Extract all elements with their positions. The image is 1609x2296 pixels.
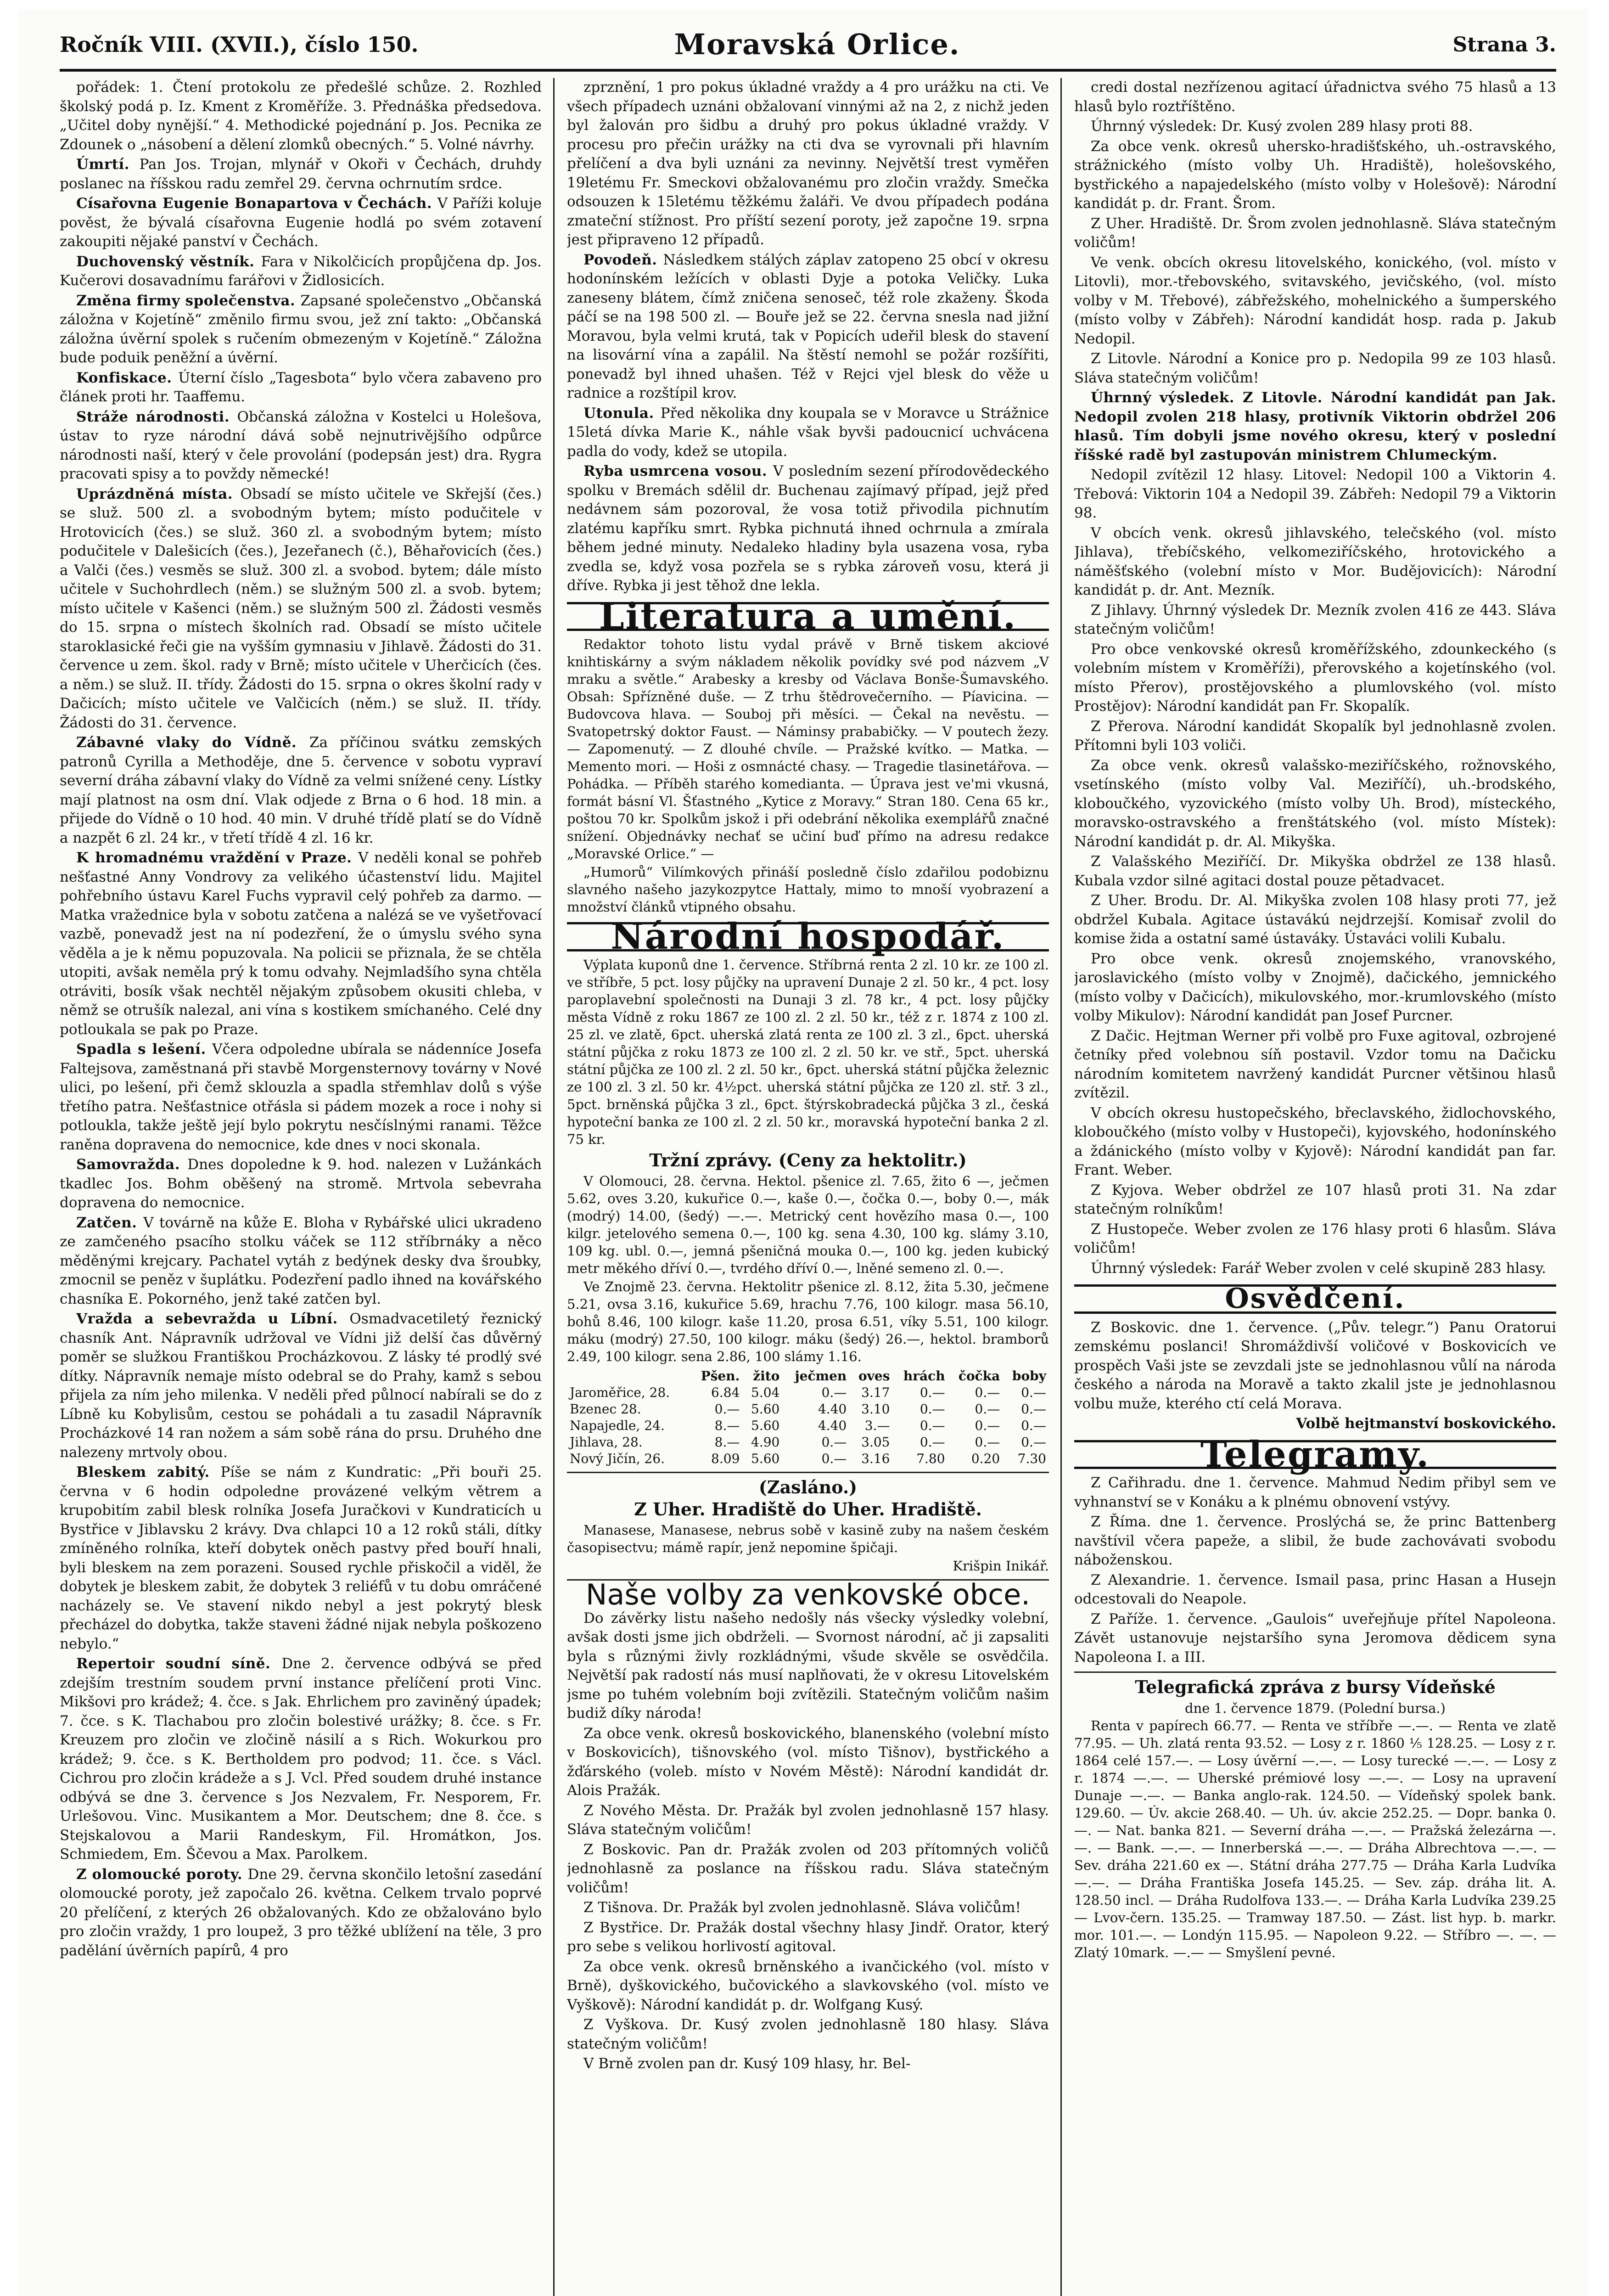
news-item [567, 78, 1049, 250]
masthead-title: Moravská Orlice. [674, 28, 960, 61]
news-headline: Zatčen. [76, 1214, 144, 1231]
news-headline: Repertoir soudní síně. [76, 1655, 282, 1672]
news-body: Občanská záložna v Kostelci u Holešova, ústav to ryze národní dává sobě nejnutrivějšího odpůrce národnosti naší, který v čele provolání (podepsán jest) dra. Rygra pracovati spisy a to povždy německé! [60, 408, 542, 482]
telegrams-heading: Telegramy. [1074, 1440, 1556, 1469]
literature-heading: Literatura a umění. [567, 602, 1049, 631]
divider [567, 1472, 1049, 1473]
market-column-header [567, 1368, 690, 1384]
table-cell: 4.90 [751, 1435, 780, 1450]
market-column-header: čočka [958, 1368, 1000, 1384]
table-row [567, 1384, 1049, 1401]
news-headline: Změna firmy společenstva. [76, 292, 301, 309]
elections-result-4: Z Bystřice. Dr. Pražák dostal všechny hlasy Jindř. Orator, který pro sebe s velikou horlivostí agitoval. [567, 1919, 1049, 1955]
table-cell: 0.— [919, 1435, 945, 1450]
telegram-3: Z Alexandrie. 1. července. Ismail pasa, princ Hasan a Husejn odcestovali do Neapole. [1074, 1571, 1556, 1607]
elections-district-2: Za obce venk. okresů brněnského a ivančického (vol. místo v Brně), dyškovického, bučovického a slavkovského (vol. místo ve Vyškově): Národní kandidát p. dr. Wolfgang Kusý. [567, 1958, 1049, 2013]
table-cell: Nový Jičín, 26. [570, 1451, 665, 1466]
news-headline: Úmrtí. [76, 156, 140, 173]
news-body: V neděli konal se pohřeb nešťastné Anny Vondrovy za velikého účastenství lidu. Majitel pohřebního ústavu Karel Fuchs vypravil celý pohřeb za darmo. — Matka vražednice byla v sobotu zatčena a nalézá se ve vyšetřovací vazbě, ponevadž jest na ní podezření, že o úmyslu svého syna věděla a je k němu popuzovala. Na policii se přiznala, že se chtěla utopiti, avšak neměla prý k tomu odvahy. Nejmladšího syna chtěla otráviti, bosík však nechtěl nějakým způsobem okusiti chleba, v němž se otrušík nalezal, ani vína s kostikem smíchaného. Celé dny potloukala se pak po Praze. [60, 850, 542, 1038]
zaslano-signature: Krišpin Inikář. [953, 1558, 1049, 1574]
market-olomouc: V Olomouci, 28. června. Hektol. pšenice zl. 7.65, žito 6 —, ječmen 5.62, oves 3.20, kukuřice 0.—, kaše 0.—, čočka 0.—, boby 0.—, mák (modrý) 14.00, (šedý) —.—. Metrický cent hovězího masa 0.—, 100 kilgr. jetelového semena 0.—, 100 kg. sena 4.30, 100 kg. slámy 3.10, 109 kg. ubl. 0.—, jemná pšeničná mouka 0.—, 100 kg. jeden kubický metr měkého dříví 0.—, tvrdého dříví 0.—, lněné semeno zl. 0.—. [567, 1173, 1049, 1276]
news-body: zprznění, 1 pro pokus úkladné vraždy a 4 pro urážku na cti. Ve všech případech uznáni obžalovaní vinnými až na 2, z nichž jeden byl žalován pro šidbu a druhý pro pokus úkladné vraždy. V procesu pro přečin urážky na cti dva se vyrovnali při hlavním přelíčení a dva byli uznáni za nevinny. Největší trest vyměřen 19letému Fr. Smeckovi obžalovanému pro zločin vraždy. Smečka odsouzen k 15letému těžkému žaláři. Ve dvou případech podána zmateční stížnost. Pro příští sezení poroty, jež započne 19. srpna jest připraveno 12 případů. [567, 79, 1049, 248]
news-item [60, 408, 542, 484]
news-body: Fara v Nikolčicích propůjčena dp. Jos. Kučerovi dosavadnímu farářovi v Židlosicích. [60, 253, 542, 289]
market-table-header [567, 1368, 1049, 1384]
declaration-heading: Osvědčení. [1074, 1284, 1556, 1314]
elections-district-1: Za obce venk. okresů boskovického, blanenského (volební místo v Boskovicích), tišnovského (vol. místo Tišnov), bystřického a žďárského (voleb. místo v Novém Městě): Národní kandidát dr. Alois Pražák. [567, 1725, 1049, 1799]
news-body: Včera odpoledne ubírala se nádenníce Josefa Faltejsova, zaměstnaná při stavbě Morgensternovy továrny v Nové ulici, po lešení, při čemž sklouzla a spadla střemhlav dolů s výše třetího patra. Nešťastnice otřásla si pádem mozek a roce i nohy si potloukla, takže ještě její bylo pokrytu nesčíslnými ranami. Těžce raněna dopravena do nemocnice, kde dnes v noci skonala. [60, 1041, 542, 1153]
elections-c3-8: V obcích venk. okresů jihlavského, telečského (vol. místo Jihlava), třebíčského, velkomeziříčského, hrotovického a náměšťského (volební místo v Mor. Budějovicích): Národní kandidát p. dr. Ant. Mezník. [1074, 524, 1556, 598]
elections-result-5: Z Vyškova. Dr. Kusý zvolen jednohlasně 180 hlasy. Sláva statečným voličům! [567, 2016, 1049, 2052]
elections-c3-14: Z Uher. Brodu. Dr. Al. Mikyška zvolen 108 hlasy proti 77, jež obdržel Kubala. Agitace ústavákú nejdrzejší. Komisař zvolil do komise žida a ostatní samé ústaváky. Ústaváci volili Kubalu. [1074, 892, 1556, 947]
table-cell: 0.— [821, 1451, 847, 1466]
news-body: Pan Jos. Trojan, mlynář v Okoři v Čechách, druhdy poslanec na říšskou radu zemřel 29. června ochrnutím srdce. [60, 156, 542, 192]
news-headline: Zábavné vlaky do Vídně. [76, 734, 309, 751]
market-column-header: boby [1012, 1368, 1046, 1384]
news-body: V továrně na kůže E. Bloha v Rybářské ulici ukradeno ze zamčeného psacího stolku váček se 112 stříbrnáky a něco měděnými krejcary. Pachatel vytáh z bedýnek desky dva šroubky, zmocnil se peněz v šuplátku. Podezření padlo ihned na kovářského chasníka E. Pokorného, jenž také zatčen byl. [60, 1214, 542, 1307]
table-cell: 0.— [975, 1435, 1000, 1450]
news-item [60, 369, 542, 407]
table-cell: 0.— [1021, 1435, 1046, 1450]
table-cell: 3.05 [861, 1435, 890, 1450]
market-column-header: hrách [903, 1368, 945, 1384]
news-body: V Paříži koluje pověst, že bývalá císařovna Eugenie hodlá po svém zotavení zakoupiti nějaké panství v Čechách. [60, 195, 542, 250]
market-column-header: Pšen. [701, 1368, 740, 1384]
zaslano-heading: (Zasláno.) [758, 1477, 858, 1497]
news-body: Osmadvacetiletý řeznický chasník Ant. Nápravník udržoval ve Vídni již delší čas důvěrný poměr se služkou Františkou Procházkovou. Z lásky té prodlý své dítky. Nápravník nemaje místo odebral se do Prahy, kamž s sebou přijela za ním jeho milenka. V neděli před půlnocí nabírali se do z Líbně ku Kobylisům, cestou se pohádali a tu zasadil Nápravník Procházkové 14 ran nožem a sám sobě rána do prsu. Druhého dne nalezeny mrtvoly obou. [60, 1311, 542, 1461]
newspaper-page [18, 9, 1588, 2296]
table-cell: 4.40 [818, 1401, 847, 1417]
bourse-subheading: dne 1. července 1879. (Polední bursa.) [1185, 1700, 1446, 1716]
news-body: pořádek: 1. Čtení protokolu ze předešlé schůze. 2. Rozhled školský podá p. Iz. Kment z Kroměříže. 3. Přednáška předsedova. „Učitel doby nynější.“ 4. Methodické pojednání p. Jos. Pecnika ze Zdounek o „násobení a dělení zlomků obecných.“ 5. Volné návrhy. [60, 79, 542, 153]
news-body: Zapsané společenstvo „Občanská záložna v Kojetíně“ změnilo firmu svou, jež zní takto: „Občanská záložna úvěrní spolek s ručením obmezeným v Kojetíně.“ Záložna bude poduik peněžní a úvěrní. [60, 292, 542, 366]
table-cell: 0.— [714, 1401, 740, 1417]
table-cell: 3.17 [861, 1385, 890, 1400]
elections-c3-11: Z Přerova. Národní kandidát Skopalík byl jednohlasně zvolen. Přítomni byli 103 voliči. [1074, 718, 1556, 754]
elections-c3-7: Nedopil zvítězil 12 hlasy. Litovel: Nedopil 100 a Viktorin 4. Třebová: Viktorin 104 a Nedopil 39. Zábřeh: Nedopil 79 a Viktorin 98. [1074, 467, 1556, 521]
table-cell: Jaroměřice, 28. [570, 1385, 670, 1400]
table-cell: 0.— [975, 1385, 1000, 1400]
telegram-1: Z Cařihradu. dne 1. července. Mahmud Nedim přibyl sem ve vyhnanství se v Konáku a k plnému obnovení vstývy. [1074, 1474, 1556, 1510]
market-znojmo: Ve Znojmě 23. června. Hektolitr pšenice zl. 8.12, žita 5.30, ječmene 5.21, ovsa 3.16, kukuřice 5.69, hrachu 7.76, 100 kilogr. masa 56.10, bohů 8.46, 100 kilogr. kaše 11.20, prosa 6.51, víky 5.51, 100 kilogr. máku (modrý) 27.50, 100 kilogr. máku (šedý) 26.—, hektol. bramborů 2.49, 100 kilogr. sena 2.86, 100 slámy 1.16. [567, 1279, 1049, 1364]
telegram-2: Z Říma. dne 1. července. Proslýchá se, že princ Battenberg navštívil včera papeže, a slibil, že bude zachovávati svobodu náboženskou. [1074, 1514, 1556, 1568]
declaration-signature: Volbě hejtmanství boskovického. [1296, 1415, 1556, 1432]
bourse-text: Renta v papírech 66.77. — Renta ve stříbře —.—. — Renta ve zlatě 77.95. — Uh. zlatá renta 93.52. — Losy z r. 1860 ⅕ 128.25. — Losy z r. 1864 celé 157.—. — Losy úvěrní —.—. — Losy turecké —.—. — Losy z r. 1874 —.—. — Uherské prémiové losy —.—. — Losy na upravení Dunaje —.—. — Banka anglo-rak. 124.50. — Vídeňský spolek bank. 129.60. — Úv. akcie 268.40. — Uh. úv. akcie 252.25. — Dopr. banka 0.—. — Nat. banka 821. — Severní dráha —.—. — Pražská železárna —.—. — Bank. —.—. — Innerberská —.—. — Dráha Albrechtova —.—. — Sev. dráha 221.60 ex —. Státní dráha 277.75 — Dráha Karla Ludvíka —.—. — Dráha Františka Josefa 145.25. — Sev. záp. dráha lit. A. 128.50 incl. — Dráha Rudolfova 133.—. — Dráha Karla Ludvíka 239.25 — Lvov-čern. 135.25. — Tramway 187.50. — Zást. list hyp. b. markr. mor. 101.—. — Londýn 115.95. — Napoleon 9.22. — Stříbro —. —. — Zlatý 10mark. —.— — Smyšlení pevné. [1074, 1717, 1556, 1960]
news-body: Následkem stálých záplav zatopeno 25 obcí v okresu hodonínském ležících v oblasti Dyje a potoka Veličky. Luka zaneseny blátem, čímž zničena senoseč, též role zkaženy. Škoda páčí se na 198 500 zl. — Bouře jež se 22. června snesla nad jižní Moravou, byla velmi krutá, tak v Popicích udeřil blesk do stavení na lisovární vína a zapálil. Na štěstí nemohl se požár rozšířiti, ponevadž byl ihned uhašen. Též v Rejci vjel blesk do věže u radnice a rozštípil krov. [567, 251, 1049, 401]
column-rule-2 [1060, 78, 1062, 2296]
table-cell: 0.— [919, 1401, 945, 1417]
elections-c3-18: Z Kyjova. Weber obdržel ze 107 hlasů proti 31. Na zdar statečným rolníkům! [1074, 1182, 1556, 1217]
table-cell: 0.— [975, 1401, 1000, 1417]
column-3 [1074, 78, 1556, 2296]
news-item [60, 485, 542, 733]
table-row [567, 1418, 1049, 1434]
news-body: Dnes dopoledne k 9. hod. nalezen v Lužánkách tkadlec Jos. Bohm oběšený na stromě. Mrtvola sebevraha dopravena do nemocnice. [60, 1156, 542, 1211]
elections-c3-20: Úhrnný výsledek: Farář Weber zvolen v celé skupině 283 hlasy. [1091, 1260, 1546, 1277]
table-cell: 8.— [714, 1435, 740, 1450]
table-cell: 0.— [821, 1385, 847, 1400]
table-cell: 0.— [1021, 1418, 1046, 1433]
market-price-table [567, 1368, 1049, 1467]
news-headline: Z olomoucké poroty. [76, 1866, 248, 1883]
elections-c3-6: Úhrnný výsledek. Z Litovle. Národní kandidát pan Jak. Nedopil zvolen 218 hlasy, protivník Viktorin obdržel 206 hlasů. Tím dobyli jsme nového okresu, který v poslední říšské radě byl zastupován ministrem Chlumeckým. [1074, 389, 1556, 463]
news-body: Za příčinou svátku zemských patronů Cyrilla a Methoděje, dne 5. července v sobotu vypraví severní dráha zábavní vlaky do Vídně za velmi snížené ceny. Lístky mají platnost na osm dní. Vlak odjede z Brna o 6 hod. 18 min. a přijede do Vídně o 10 hod. 40 min. V druhé třídě platí se do Vídně a nazpět 6 zl. 24 kr., v třetí třídě 4 zl. 16 kr. [60, 734, 542, 846]
news-item [60, 292, 542, 368]
table-cell: 0.— [1021, 1385, 1046, 1400]
news-body: Dne 29. června skončilo letošní zasedání olomoucké poroty, jež započalo 26. května. Celkem trvalo poprvé 20 přelíčení, z kterých 26 obžalovaných. Kdo ze obžalováno bylo pro zločin vraždy, 1 pro loupež, 3 pro těžké ublížení na těle, 3 pro padělání úvěrních papírů, 4 pro [60, 1866, 542, 1959]
market-column-header: žito [753, 1368, 780, 1384]
elections-c3-16: Z Dačic. Hejtman Werner při volbě pro Fuxe agitoval, ozbrojené četníky před volebnou síň postavil. Vzdor tomu na Dačicku národním komitetem navržený kandidát Purcner většinou hlasů zvítězil. [1074, 1027, 1556, 1101]
elections-c3-12: Za obce venk. okresů valašsko-meziříčského, rožnovského, vsetínského (místo volby Val. Meziříčí), uh.-brodského, kloboučkého, vyzovického (místo volby Uh. Brod), místeckého, moravsko-ostravského a frenštátského (vol. místo Místek): Národní kandidát p. dr. Al. Mikyška. [1074, 757, 1556, 850]
table-row [567, 1451, 1049, 1467]
elections-result-1: Z Nového Města. Dr. Pražák byl zvolen jednohlasně 157 hlasy. Sláva statečným voličům! [567, 1802, 1049, 1838]
table-cell: 8.— [714, 1418, 740, 1433]
news-body: Píše se nám z Kundratic: „Při bouři 25. června v 6 hodin odpoledne provázené velkým větrem a krupobitím zabil blesk rolníka Josefa Juračkovi v Kundraticích u Bystřice v Jiblavsku 2 krávy. Dva chlapci 10 a 12 roků stáli, dítky zmíněného rolníka, kteří dobytek oněch pastvy před bouří hnali, byli bleskem na zem porazeni. Soused rychle přiskočil a viděl, že dobytek je bleskem zabit, že dobytek 3 reliéfů v tu dobu omráčené nacházely se. Ve stavení nikdo nebyl a jest pokrytý blesk přecházel do dobytka, takže staveni žádné nijak nebyla poškozeno nebylo.“ [60, 1464, 542, 1652]
news-body: Úterní číslo „Tagesbota“ bylo včera zabaveno pro článek proti hr. Taaffemu. [60, 369, 542, 405]
column-rule-1 [553, 78, 555, 2296]
column-1 [60, 78, 542, 2296]
page-number: Strana 3. [1452, 33, 1556, 56]
news-item [60, 1214, 542, 1309]
news-item [567, 404, 1049, 461]
elections-c3-4: Ve venk. obcích okresu litovelského, konického, (vol. místo v Litovli), mor.-třebovského, svitavského, jevičského, (vol. místo volby v M. Třebové), zábřežského, mohelnického a šumperského (místo volby v Zábřeh): Národní kandidát hosp. rada p. Jakub Nedopil. [1074, 254, 1556, 347]
elections-c3-9: Z Jihlavy. Úhrnný výsledek Dr. Mezník zvolen 416 ze 443. Sláva statečným voličům! [1074, 602, 1556, 637]
table-cell: 0.— [821, 1435, 847, 1450]
table-cell: 8.09 [711, 1451, 740, 1466]
elections-c3-15: Pro obce venk. okresů znojemského, vranovského, jaroslavického (místo volby v Znojmě), dačického, jemnického (místo volby v Dačicích), mikulovského, mor.-krumlovského (místo volby Mikulov): Národní kandidát pan Josef Purcner. [1074, 950, 1556, 1024]
news-headline: K hromadnému vraždění v Praze. [76, 850, 359, 866]
elections-result-6: V Brně zvolen pan dr. Kusý 109 hlasy, hr. Bel- [583, 2055, 911, 2072]
table-cell: 5.60 [751, 1401, 780, 1417]
table-cell: Jihlava, 28. [570, 1435, 643, 1450]
market-column-header: ječmen [795, 1368, 847, 1384]
issue-info: Ročník VIII. (XVII.), číslo 150. [60, 32, 419, 57]
news-item [60, 1040, 542, 1154]
economy-heading: Národní hospodář. [567, 922, 1049, 951]
table-cell: 5.60 [751, 1451, 780, 1466]
market-heading: Tržní zprávy. (Ceny za hektolitr.) [649, 1149, 967, 1171]
elections-c3-17: V obcích okresu hustopečského, břeclavského, židlochovského, kloboučkého (místo volby v Hustopeči), kyjovského, hodonínského a ždánického (místo volby v Kyjově): Národní kandidát pan far. Frant. Weber. [1074, 1104, 1556, 1178]
table-cell: Napajedle, 24. [570, 1418, 665, 1433]
table-cell: 0.— [1021, 1401, 1046, 1417]
news-body: V posledním sezení přírodovědeckého spolku v Bremách sdělil dr. Buchenau zajímavý případ, jejž před nedávnem sám pozoroval, že vosa totiž přivodila pichnutím zlatému kapříku smrt. Rybka pichnutá ihned ochrnula a zmírala během jedné minuty. Nedaleko hladiny byla usazena vosa, ryba zvedla se, když vosa pozřela se s rybka zároveň vosu, která ji dříve. Rybka ji jest těhož dne lekla. [567, 463, 1049, 594]
table-cell: 5.60 [751, 1418, 780, 1433]
table-cell: 3.10 [861, 1401, 890, 1417]
table-cell: 3.— [864, 1418, 890, 1433]
market-table-body [567, 1384, 1049, 1467]
news-body: Před několika dny koupala se v Moravce u Strážnice 15letá dívka Marie K., náhle však byvši padoucnicí uchvácena padla do vody, kdež se utopila. [567, 405, 1049, 460]
elections-c3-10: Pro obce venkovské okresů kroměřížského, zdounkeckého (s volebním místem v Kroměříži), přerovského a kojetínského (vol. místo Přerov), prostějovského a plumlovského (vol. místo Prostějov): Národní kandidát pan Fr. Skopalík. [1074, 641, 1556, 715]
declaration-text: Z Boskovic. dne 1. července. („Pův. telegr.“) Panu Oratorui zemskému poslanci! Shromáždivší voličové v Boskovicích ve prospěch Vaši jste se zevzdali jste se jednohlasnou vůlí na národa českého a národa na Moravě a takto zkalil jste je jednohlasnou volbu muže, kterého ctí celá Morava. [1074, 1319, 1556, 1412]
elections-result-2: Z Boskovic. Pan dr. Pražák zvolen od 203 přítomných voličů jednohlasně za poslance na říšskou radu. Sláva statečným voličům! [567, 1841, 1049, 1896]
news-body: Obsadí se místo učitele ve Skřejší (čes.) se služ. 500 zl. a svobodným bytem; místo podučitele v Hrotovicích (čes.) se služ. 360 zl. a svobodným bytem; místo podučitele v Dalešicích (čes.), Jezeřanech (č.), Běhařovicích (čes.) a Valči (čes.) vesměs se služ. 300 zl. a svobod. bytem; dále místo učitele v Suchohrdlech (něm.) se služným 500 zl. a svob. bytem; místo učitele v Kašenci (něm.) se služným 500 zl. Žádosti vesměs do 15. srpna o místech školních rad. Obsadí se místo učitele staroklasické řeči gie na vyšším gymnasiu v Jihlavě. Žádosti do 31. července u zem. škol. rady v Brně; místo učitele v Uherčicích (čes. a něm.) se služ. II. třídy. Žádosti do 15. srpna o okres školní rady v Dačicích; místo učitele ve Valčicích (něm.) se služ. II. třídy. Žádosti do 31. července. [60, 485, 542, 731]
news-headline: Bleskem zabitý. [76, 1464, 221, 1480]
news-item [567, 251, 1049, 403]
elections-heading: Naše volby za venkovské obce. [586, 1578, 1030, 1611]
table-cell: 0.20 [971, 1451, 1000, 1466]
news-headline: Konfiskace. [76, 369, 179, 386]
page-header [60, 28, 1556, 72]
news-headline: Spadla s lešení. [76, 1041, 213, 1058]
news-item [60, 733, 542, 848]
news-item [60, 155, 542, 193]
coupon-payments: Výplata kuponů dne 1. července. Stříbrná renta 2 zl. 10 kr. ze 100 zl. ve stříbře, 5 pct. losy půjčky na upravení Dunaje 2 zl. 50 kr., 4 pct. losy paroplavební společnosti na Dunaji 3 zl. 78 kr., 4 pct. losy půjčky města Vídně z roku 1867 ze 100 zl. 2 zl. 50 kr., též z r. 1874 z 100 zl. 25 zl. ve zlatě, 6pct. uherská zlatá renta ze 100 zl. 3 zl., 6pct. uherská státní půjčka z roku 1873 ze 100 zl. 2 zl. 50 kr. ve stř., 5pct. uherská státní půjčka ze 100 zl. 2 zl. 50 kr., 6pct. uherská státní půjčka železnic ze 100 zl. 3 zl. 50 kr. 4½pct. uherská státní půjčka ze 120 zl. stř. 3 zl., 5pct. brněnská půjčka 3 zl., 6pct. štýrskobradecká půjčka 3 zl., česká hypoteční banka ze 100 zl. 2 zl. 50 kr., moravská hypoteční banka 2 zl. 75 kr. [567, 957, 1049, 1147]
divider [1074, 1671, 1556, 1673]
news-item [567, 462, 1049, 596]
news-headline: Stráže národnosti. [76, 408, 237, 425]
news-headline: Uprázdněná místa. [76, 485, 241, 502]
column-2-news [567, 78, 1049, 596]
table-cell: 3.16 [861, 1451, 890, 1466]
table-cell: 4.40 [818, 1418, 847, 1433]
elections-c3-2: Za obce venk. okresů uhersko-hradišťského, uh.-ostravského, strážnického (místo volby Uh. Hradiště), holešovského, bystřického a napajedelského (místo volby v Holešově): Národní kandidát p. dr. Frant. Šrom. [1074, 138, 1556, 212]
news-item [60, 253, 542, 291]
news-item [60, 1463, 542, 1654]
table-cell: 0.— [919, 1385, 945, 1400]
news-headline: Utonula. [583, 405, 661, 422]
news-headline: Duchovenský věstník. [76, 253, 261, 270]
news-body: Dne 2. července odbývá se před zdejším trestním soudem první instance přelíčení proti Vinc. Mikšovi pro krádež; 4. čce. s Jak. Ehrlichem pro zaviněný úpadek; 7. čce. s K. Tlachabou pro zločin bolestivé urážky; 8. čce. s Fr. Kreuzem pro zločin ve zločině násilí a s Rich. Wokurkou pro krádež; 9. čce. s K. Bertholdem pro podvod; 11. čce. s Václ. Cichrou pro zločin krádeže a s J. Vcl. Před soudem druhé instance odbývá se dne 3. července s Jos Nezvalem, Fr. Nesporem, Fr. Urlešovou. Vinc. Musikantem a Mor. Deutschem; dne 8. čce. s Stejskalovou a Marii Randeskym, Fil. Hromátkon, Jos. Schmiedem, Em. Ščevou a Max. Parolkem. [60, 1655, 542, 1863]
table-cell: 0.— [975, 1418, 1000, 1433]
elections-result-3: Z Tišnova. Dr. Pražák byl zvolen jednohlasně. Sláva voličům! [583, 1899, 1021, 1916]
elections-c3-5: Z Litovle. Národní a Konice pro p. Nedopila 99 ze 103 hlasů. Sláva statečným voličům! [1074, 350, 1556, 386]
column-2 [567, 78, 1049, 2296]
elections-intro: Do závěrky listu našeho nedošly nás všecky výsledky volební, avšak dosti jsme jich obdrželi. — Svornost národní, ač ji zapsaliti byla s různými živly rozkládnými, všude skvěle se osvědčila. Největší pak radostí nás musí naplňovati, že v okresu Litovelském jsme po tuhém volebním boji zvítězili. Statečným voličům našim budiž díky národa! [567, 1609, 1049, 1722]
news-headline: Povodeň. [583, 251, 663, 268]
news-item [60, 1865, 542, 1961]
news-headline: Samovražda. [76, 1156, 188, 1173]
literature-note: „Humorů“ Vilímkových přináší posledně číslo zdařilou podobiznu slavného našeho jazykozpytce Hattaly, mimo to mnoší vyobrazení a množství článků vtipného obsahu. [567, 864, 1049, 915]
literature-article: Redaktor tohoto listu vydal právě v Brně tiskem akciové knihtiskárny a svým nákladem několik povídky své pod názvem „V mraku a světle.“ Arabesky a kresby od Václava Bonše-Šumavského. Obsah: Spřízněné duše. — Z trhu štědrovečerního. — Píavicina. — Budovcova hlava. — Souboj při měsíci. — Čekal na nevěstu. — Svatopetrský doktor Faust. — Náminsy prababičky. — V poutech žezy. — Zapomenutý. — Z dlouhé chvíle. — Pražské kvítko. — Matka. — Memento mori. — Hoši z osmnácté chasy. — Tragedie tlasinetářova. — Pohádka. — Příběh starého komedianta. — Úprava jest ve'mi vkusná, formát básní Vl. Šťastného „Kytice z Moravy.“ Stran 180. Cena 65 kr., poštou 70 kr. Spolkům jskož i při odebrání několika exemplářů značné snížení. Objednávky nechať se učiní buď přímo na adresu redakce „Moravské Orlice.“ — [567, 636, 1049, 861]
table-cell: 6.84 [711, 1385, 740, 1400]
table-cell: 7.30 [1017, 1451, 1046, 1466]
telegram-4: Z Paříže. 1. července. „Gaulois“ uveřejňuje přítel Napoleona. Závět ustanovuje nejstaršího syna Jeromova dědicem syna Napoleona I. a III. [1074, 1610, 1556, 1666]
news-headline: Císařovna Eugenie Bonapartova v Čechách. [76, 195, 437, 212]
news-item [60, 194, 542, 252]
table-cell: Bzenec 28. [570, 1401, 641, 1417]
table-row [567, 1434, 1049, 1451]
elections-c3-13: Z Valašského Meziříčí. Dr. Mikyška obdržel ze 138 hlasů. Kubala vzdor silné agitaci dostal pouze pětadvacet. [1074, 853, 1556, 889]
news-item [60, 849, 542, 1039]
zaslano-subheading: Z Uher. Hradiště do Uher. Hradiště. [634, 1498, 982, 1519]
news-item [60, 1654, 542, 1864]
table-cell: 0.— [919, 1418, 945, 1433]
market-column-header: oves [858, 1368, 890, 1384]
news-item [60, 1155, 542, 1213]
news-item [60, 1310, 542, 1462]
elections-c3-3: Z Uher. Hradiště. Dr. Šrom zvolen jednohlasně. Sláva statečným voličům! [1074, 215, 1556, 251]
table-cell: 7.80 [916, 1451, 945, 1466]
elections-c3-19: Z Hustopeče. Weber zvolen ze 176 hlasy proti 6 hlasům. Sláva voličům! [1074, 1221, 1556, 1256]
elections-cont: credi dostal nezřízenou agitací úřadnictva svého 75 hlasů a 13 hlasů bylo roztříštěno. [1074, 79, 1556, 115]
bourse-heading: Telegrafická zpráva z bursy Vídeňské [1135, 1677, 1496, 1697]
table-row [567, 1401, 1049, 1418]
table-cell: 5.04 [751, 1385, 780, 1400]
news-headline: Ryba usmrcena vosou. [583, 463, 774, 479]
news-headline: Vražda a sebevražda u Líbní. [76, 1311, 350, 1327]
elections-c3-1: Úhrnný výsledek: Dr. Kusý zvolen 289 hlasy proti 88. [1091, 118, 1473, 135]
zaslano-text: Manasese, Manasese, nebrus sobě v kasině zuby na našem českém časopisectvu; mámě rapír, jenž nepomine špičaji. [567, 1522, 1049, 1555]
news-item [60, 78, 542, 154]
